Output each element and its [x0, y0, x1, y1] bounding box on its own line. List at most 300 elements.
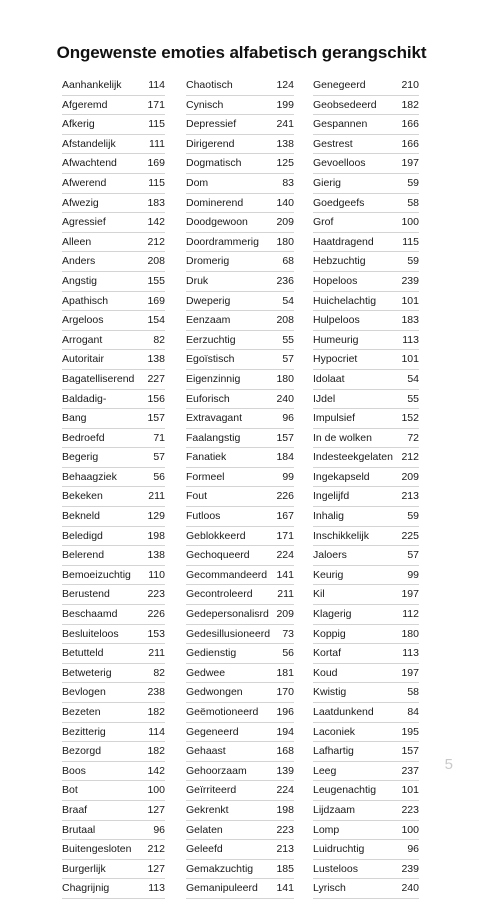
index-entry: [62, 213, 165, 233]
page-reference: 57: [407, 549, 419, 562]
page-reference: 115: [148, 176, 165, 189]
index-entry: [313, 585, 419, 605]
index-entry: [313, 625, 419, 645]
index-entry: [186, 115, 294, 135]
index-entry: [186, 76, 294, 96]
page-reference: 166: [401, 118, 419, 131]
page-reference: 101: [401, 784, 419, 797]
emotion-word: Afwachtend: [62, 157, 117, 170]
page-reference: 208: [276, 314, 294, 327]
emotion-word: Agressief: [62, 216, 106, 229]
index-entry: [62, 566, 165, 586]
emotion-word: Hopeloos: [313, 274, 358, 287]
page-reference: 169: [147, 157, 165, 170]
page-reference: 156: [147, 392, 165, 405]
index-entry: [186, 821, 294, 841]
emotion-word: Gehaast: [186, 745, 226, 758]
index-entry: [313, 801, 419, 821]
page-reference: 152: [401, 412, 419, 425]
page-reference: 96: [407, 843, 419, 856]
page-reference: 182: [147, 706, 165, 718]
page-reference: 157: [147, 412, 165, 425]
page-reference: 58: [407, 196, 419, 209]
emotion-word: Fout: [186, 490, 208, 503]
page-reference: 180: [276, 372, 294, 385]
emotion-word: Bot: [62, 784, 78, 797]
emotion-word: Hulpeloos: [313, 314, 360, 327]
index-entry: [186, 566, 294, 586]
index-entry: [313, 233, 419, 253]
page-reference: 99: [282, 470, 294, 483]
index-entry: [62, 448, 165, 468]
page-reference: 141: [276, 568, 294, 581]
emotion-word: Gedwee: [186, 666, 226, 679]
page-reference: 223: [147, 588, 165, 601]
emotion-word: Druk: [186, 274, 209, 287]
emotion-word: Inschikkelijk: [313, 529, 370, 542]
emotion-word: Braaf: [62, 803, 88, 816]
emotion-word: Bagatelliserend: [62, 372, 135, 385]
emotion-word: Afwerend: [62, 176, 107, 189]
index-entry: [313, 96, 419, 116]
emotion-word: Gespannen: [313, 118, 368, 131]
index-entry: [313, 644, 419, 664]
emotion-word: Gestrest: [313, 137, 353, 150]
emotion-word: Chaotisch: [186, 79, 233, 91]
page-reference: 138: [147, 549, 165, 562]
emotion-word: Geleefd: [186, 843, 223, 856]
page-reference: 197: [401, 666, 419, 679]
index-entry: [313, 174, 419, 194]
page-number: 5: [444, 756, 453, 773]
page-reference: 212: [147, 843, 165, 856]
page-reference: 198: [147, 529, 165, 542]
page-reference: 100: [147, 784, 165, 797]
index-entry: [313, 154, 419, 174]
page-reference: 213: [401, 490, 419, 503]
emotion-word: Kil: [313, 588, 325, 601]
page-reference: 59: [407, 176, 419, 189]
index-entry: [186, 409, 294, 429]
page-reference: 71: [153, 431, 165, 444]
emotion-word: Gelaten: [186, 823, 223, 836]
index-entry: [186, 703, 294, 723]
page-reference: 54: [407, 372, 419, 385]
page-reference: 57: [153, 451, 165, 464]
index-entry: [186, 527, 294, 547]
index-entry: [186, 546, 294, 566]
page-reference: 183: [147, 196, 165, 209]
emotion-word: Gekrenkt: [186, 803, 229, 816]
page-reference: 55: [282, 333, 294, 346]
emotion-word: Lijdzaam: [313, 803, 356, 816]
index-entry: [186, 448, 294, 468]
emotion-word: In de wolken: [313, 431, 372, 444]
emotion-word: Depressief: [186, 118, 237, 131]
page-reference: 100: [401, 216, 419, 229]
index-entry: [186, 742, 294, 762]
emotion-word: Humeurig: [313, 333, 359, 346]
emotion-word: Betutteld: [62, 647, 104, 660]
emotion-word: Idolaat: [313, 372, 345, 385]
page-reference: 141: [276, 882, 294, 895]
index-entry: [313, 409, 419, 429]
emotion-word: Gegeneerd: [186, 725, 239, 738]
index-entry: [62, 879, 165, 899]
page-reference: 139: [276, 764, 294, 777]
emotion-word: Gecontroleerd: [186, 588, 253, 601]
page-reference: 111: [149, 137, 165, 150]
emotion-word: Genegeerd: [313, 79, 366, 91]
page-reference: 83: [282, 176, 294, 189]
index-entry: [62, 174, 165, 194]
emotion-word: Afgeremd: [62, 98, 108, 111]
page-reference: 225: [401, 529, 419, 542]
index-entry: [186, 331, 294, 351]
index-entry: [313, 194, 419, 214]
page-reference: 54: [282, 294, 294, 307]
index-entry: [62, 292, 165, 312]
emotion-word: Argeloos: [62, 314, 104, 327]
index-entry: [313, 840, 419, 860]
index-entry: [62, 409, 165, 429]
emotion-word: Dirigerend: [186, 137, 235, 150]
emotion-word: Betweterig: [62, 666, 112, 679]
index-entry: [313, 683, 419, 703]
index-entry: [313, 252, 419, 272]
emotion-word: Dromerig: [186, 255, 230, 268]
page-reference: 224: [276, 784, 294, 797]
index-entry: [186, 664, 294, 684]
index-column-2: [186, 76, 294, 899]
page-reference: 115: [402, 235, 419, 248]
page-reference: 101: [401, 294, 419, 307]
index-entry: [62, 821, 165, 841]
page-reference: 140: [276, 196, 294, 209]
index-entry: [313, 742, 419, 762]
page-reference: 211: [277, 588, 294, 601]
page-title: Ongewenste emoties alfabetisch gerangschikt: [56, 43, 427, 62]
index-entry: [62, 115, 165, 135]
emotion-word: Belerend: [62, 549, 105, 562]
emotion-word: Lusteloos: [313, 862, 358, 875]
index-entry: [62, 860, 165, 880]
page-reference: 142: [147, 764, 165, 777]
page-reference: 59: [407, 510, 419, 523]
index-entry: [186, 252, 294, 272]
index-entry: [313, 703, 419, 723]
page-reference: 138: [276, 137, 294, 150]
index-entry: [186, 468, 294, 488]
index-entry: [313, 566, 419, 586]
page-reference: 124: [276, 79, 294, 91]
index-entry: [62, 96, 165, 116]
index-entry: [62, 154, 165, 174]
page-reference: 224: [276, 549, 294, 562]
emotion-word: Eigenzinnig: [186, 372, 241, 385]
index-entry: [313, 115, 419, 135]
emotion-word: Gemanipuleerd: [186, 882, 258, 895]
index-entry: [313, 311, 419, 331]
index-entry: [186, 860, 294, 880]
page-reference: 168: [276, 745, 294, 758]
page-reference: 194: [276, 725, 294, 738]
emotion-word: Gedepersonalisrd: [186, 608, 269, 621]
emotion-word: Formeel: [186, 470, 225, 483]
index-entry: [62, 605, 165, 625]
page-reference: 113: [402, 333, 419, 346]
page-reference: 197: [401, 588, 419, 601]
emotion-word: Kortaf: [313, 647, 342, 660]
page-reference: 167: [276, 510, 294, 523]
page-reference: 195: [401, 725, 419, 738]
index-entry: [62, 76, 165, 96]
emotion-word: Geblokkeerd: [186, 529, 246, 542]
page-reference: 110: [148, 568, 165, 581]
index-entry: [186, 683, 294, 703]
index-entry: [186, 723, 294, 743]
index-entry: [186, 272, 294, 292]
index-entry: [186, 154, 294, 174]
page-reference: 129: [147, 510, 165, 523]
emotion-word: Futloos: [186, 510, 221, 523]
page-reference: 58: [407, 686, 419, 699]
page-reference: 182: [401, 98, 419, 111]
index-entry: [62, 762, 165, 782]
page-reference: 227: [147, 372, 165, 385]
emotion-word: Bezorgd: [62, 745, 102, 758]
index-entry: [62, 429, 165, 449]
emotion-word: Beschaamd: [62, 608, 118, 621]
emotion-word: Bevlogen: [62, 686, 106, 699]
emotion-word: Begerig: [62, 451, 99, 464]
emotion-word: Gecommandeerd: [186, 568, 268, 581]
index-entry: [186, 429, 294, 449]
emotion-word: IJdel: [313, 392, 336, 405]
page-reference: 182: [147, 745, 165, 758]
index-entry: [313, 781, 419, 801]
index-entry: [62, 370, 165, 390]
page-reference: 114: [148, 725, 165, 738]
page-reference: 181: [276, 666, 294, 679]
index-entry: [313, 527, 419, 547]
index-entry: [313, 331, 419, 351]
emotion-word: Geëmotioneerd: [186, 706, 259, 718]
index-entry: [313, 76, 419, 96]
index-entry: [62, 683, 165, 703]
index-entry: [62, 644, 165, 664]
page-reference: 142: [147, 216, 165, 229]
page-reference: 96: [282, 412, 294, 425]
emotion-word: Lomp: [313, 823, 340, 836]
index-entry: [186, 213, 294, 233]
emotion-word: Apathisch: [62, 294, 109, 307]
index-entry: [313, 507, 419, 527]
page-reference: 68: [282, 255, 294, 268]
index-entry: [313, 762, 419, 782]
page-reference: 236: [276, 274, 294, 287]
index-entry: [186, 174, 294, 194]
page-reference: 209: [276, 608, 294, 621]
page-reference: 114: [148, 79, 165, 91]
page-reference: 127: [147, 862, 165, 875]
index-entry: [186, 370, 294, 390]
emotion-word: Bezeten: [62, 706, 101, 718]
emotion-word: Cynisch: [186, 98, 224, 111]
emotion-word: Bemoeizuchtig: [62, 568, 131, 581]
page-reference: 209: [401, 470, 419, 483]
index-entry: [62, 507, 165, 527]
index-entry: [313, 350, 419, 370]
page-reference: 183: [401, 314, 419, 327]
page-reference: 59: [407, 255, 419, 268]
page-reference: 99: [407, 568, 419, 581]
index-entry: [62, 585, 165, 605]
emotion-word: Geïrriteerd: [186, 784, 237, 797]
page-reference: 72: [407, 431, 419, 444]
index-entry: [186, 233, 294, 253]
page-reference: 211: [148, 647, 165, 660]
index-entry: [62, 742, 165, 762]
index-entry: [313, 448, 419, 468]
page-reference: 82: [153, 666, 165, 679]
page-reference: 213: [276, 843, 294, 856]
emotion-word: Haatdragend: [313, 235, 374, 248]
page-reference: 240: [401, 882, 419, 895]
page-reference: 56: [153, 470, 165, 483]
page-reference: 100: [401, 823, 419, 836]
index-entry: [313, 487, 419, 507]
index-entry: [62, 527, 165, 547]
page-reference: 101: [401, 353, 419, 366]
page-reference: 211: [148, 490, 165, 503]
emotion-word: Angstig: [62, 274, 98, 287]
emotion-word: Impulsief: [313, 412, 356, 425]
page-reference: 180: [276, 235, 294, 248]
emotion-word: Faalangstig: [186, 431, 241, 444]
emotion-word: Geobsedeerd: [313, 98, 377, 111]
index-entry: [186, 507, 294, 527]
index-entry: [186, 625, 294, 645]
emotion-word: Dogmatisch: [186, 157, 242, 170]
emotion-word: Dweperig: [186, 294, 231, 307]
page-reference: 55: [407, 392, 419, 405]
page-reference: 223: [276, 823, 294, 836]
index-entry: [186, 487, 294, 507]
index-entry: [62, 135, 165, 155]
page-reference: 241: [276, 118, 294, 131]
page-reference: 169: [147, 294, 165, 307]
page-reference: 96: [153, 823, 165, 836]
emotion-word: Besluiteloos: [62, 627, 119, 640]
page-reference: 157: [276, 431, 294, 444]
index-entry: [186, 96, 294, 116]
index-entry: [186, 781, 294, 801]
emotion-word: Euforisch: [186, 392, 230, 405]
index-entry: [313, 429, 419, 449]
index-entry: [62, 546, 165, 566]
page-reference: 196: [276, 706, 294, 718]
emotion-word: Behaagziek: [62, 470, 117, 483]
page-reference: 115: [148, 118, 165, 131]
page-reference: 185: [276, 862, 294, 875]
index-entry: [186, 762, 294, 782]
emotion-word: Gehoorzaam: [186, 764, 247, 777]
emotion-word: Klagerig: [313, 608, 352, 621]
emotion-word: Jaloers: [313, 549, 347, 562]
emotion-word: Doordrammerig: [186, 235, 259, 248]
index-entry: [62, 801, 165, 821]
emotion-word: Gevoelloos: [313, 157, 366, 170]
emotion-word: Anders: [62, 255, 96, 268]
page-reference: 171: [147, 98, 165, 111]
emotion-word: Dom: [186, 176, 209, 189]
page-reference: 84: [407, 706, 419, 718]
page-reference: 157: [401, 745, 419, 758]
index-entry: [186, 350, 294, 370]
page-reference: 210: [401, 79, 419, 91]
emotion-word: Goedgeefs: [313, 196, 365, 209]
index-entry: [186, 801, 294, 821]
emotion-word: Doodgewoon: [186, 216, 248, 229]
emotion-word: Burgerlijk: [62, 862, 106, 875]
index-entry: [62, 468, 165, 488]
index-entry: [186, 390, 294, 410]
emotion-word: Indesteekgelaten: [313, 451, 393, 464]
page-reference: 208: [147, 255, 165, 268]
page-reference: 199: [276, 98, 294, 111]
emotion-word: Egoïstisch: [186, 353, 235, 366]
index-entry: [313, 879, 419, 899]
page-reference: 212: [401, 451, 419, 464]
emotion-word: Kwistig: [313, 686, 347, 699]
emotion-word: Keurig: [313, 568, 344, 581]
page-reference: 57: [282, 353, 294, 366]
emotion-word: Leeg: [313, 764, 337, 777]
page-reference: 153: [147, 627, 165, 640]
index-entry: [313, 860, 419, 880]
page-reference: 82: [153, 333, 165, 346]
page-reference: 125: [276, 157, 294, 170]
emotion-word: Bezitterig: [62, 725, 106, 738]
index-entry: [313, 468, 419, 488]
emotion-word: Lyrisch: [313, 882, 346, 895]
page-reference: 239: [401, 274, 419, 287]
emotion-word: Arrogant: [62, 333, 103, 346]
page-reference: 226: [147, 608, 165, 621]
index-entry: [62, 350, 165, 370]
page-reference: 237: [401, 764, 419, 777]
page-reference: 226: [276, 490, 294, 503]
index-entry: [313, 664, 419, 684]
index-entry: [62, 194, 165, 214]
index-entry: [313, 292, 419, 312]
page-reference: 238: [147, 686, 165, 699]
index-entry: [186, 605, 294, 625]
page-reference: 155: [147, 274, 165, 287]
index-entry: [313, 272, 419, 292]
emotion-word: Baldadig-: [62, 392, 107, 405]
emotion-word: Aanhankelijk: [62, 79, 122, 91]
emotion-word: Gemakzuchtig: [186, 862, 254, 875]
emotion-word: Dominerend: [186, 196, 244, 209]
index-entry: [62, 331, 165, 351]
emotion-word: Buitengesloten: [62, 843, 132, 856]
index-entry: [313, 723, 419, 743]
emotion-word: Alleen: [62, 235, 92, 248]
page-reference: 209: [276, 216, 294, 229]
emotion-word: Leugenachtig: [313, 784, 377, 797]
